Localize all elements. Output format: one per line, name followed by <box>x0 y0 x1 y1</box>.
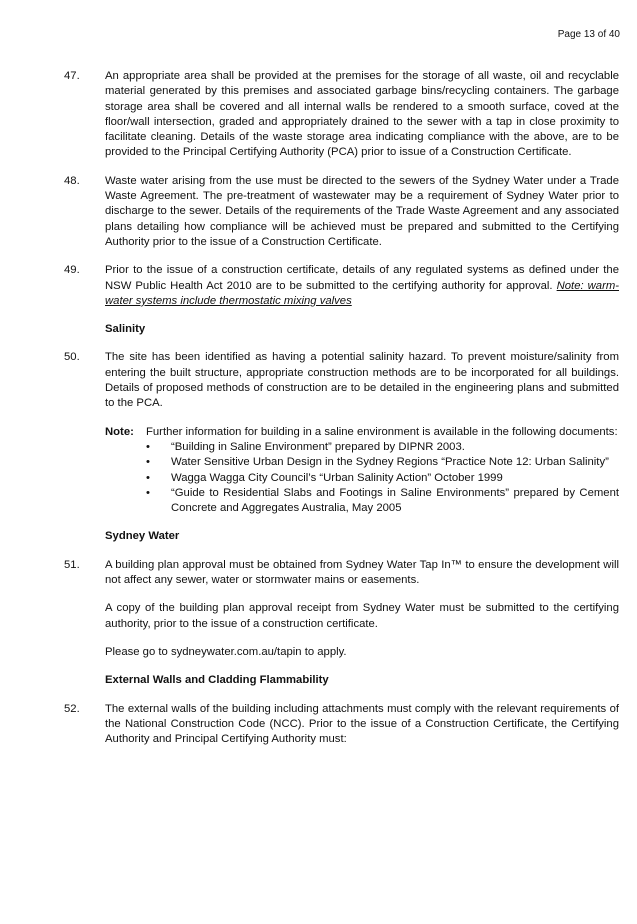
condition-51-paragraph-3 <box>64 645 619 660</box>
condition-number: 52. <box>64 702 80 715</box>
condition-note: Note: warm-water systems include thermostatic mixing valves <box>105 279 620 307</box>
condition-text: An appropriate area shall be provided at the premises for the storage of all waste, oil and recyclable material generated by this premises and associated garbage bins/recycling containers. The garbage storage area shall be covered and all internal walls be rendered to a smooth surface, coved at the floor/wall intersection, graded and appropriately drained to the sewer with a tap in close proximity to facilitate cleaning. Details of the waste storage area indicating compliance with the above, are to be provided to the Principal Certifying Authority (PCA) prior to issue of a Construction Certificate. <box>105 70 619 159</box>
condition-text: A copy of the building plan approval receipt from Sydney Water must be submitted to the certifying authority, prior to the issue of a construction certificate. <box>105 602 619 630</box>
reference-list <box>146 440 619 516</box>
section-heading-salinity: Salinity <box>105 323 146 336</box>
condition-number: 50. <box>64 351 80 364</box>
condition-50 <box>64 350 619 411</box>
condition-number: 48. <box>64 174 80 187</box>
condition-text: A building plan approval must be obtained from Sydney Water Tap In™ to ensure the development will not affect any sewer, water or stormwater mains or easements. <box>105 558 619 587</box>
condition-48 <box>64 174 619 250</box>
condition-47 <box>64 69 619 161</box>
page-number: Page 13 of 40 <box>557 29 620 40</box>
condition-text: The external walls of the building including attachments must comply with the relevant requirements of the National Construction Code (NCC). Prior to the issue of a Construction Certificate, the Certifying Authority and Principal Certifying Authority must: <box>105 702 619 746</box>
condition-number: 47. <box>64 70 80 82</box>
condition-49 <box>64 263 619 309</box>
condition-text: The site has been identified as having a potential salinity hazard. To prevent moisture/salinity from entering the built structure, appropriate construction methods are to be incorporated for all buildings. Details of proposed methods of construction are to be detailed in the engineering plans and submitted to the PCA. <box>105 351 619 410</box>
condition-number: 51. <box>64 558 80 571</box>
list-item: • “Building in Saline Environment” prepared by DIPNR 2003. <box>146 440 465 453</box>
list-item: • “Guide to Residential Slabs and Footings in Saline Environments” prepared by Cement Concrete and Aggregates Australia, May 2005 <box>146 486 619 515</box>
condition-text: Please go to sydneywater.com.au/tapin to apply. <box>105 645 347 658</box>
document-body <box>64 69 619 747</box>
condition-number: 49. <box>64 264 80 277</box>
condition-text: Waste water arising from the use must be directed to the sewers of the Sydney Water under a Trade Waste Agreement. The pre-treatment of wastewater may be a requirement of Sydney Water prior to discharge to the sewer. Details of the requirements of the Trade Waste Agreement and any associated plans detailing how compliance will be achieved must be prepared and submitted to the Certifying Authority prior to the issue of a Construction Certificate. <box>105 174 619 248</box>
salinity-note <box>64 425 619 517</box>
section-heading-external-walls: External Walls and Cladding Flammability <box>105 674 329 687</box>
section-heading-sydney-water: Sydney Water <box>105 530 180 543</box>
condition-51-paragraph-2 <box>64 601 619 632</box>
note-label: Note: <box>105 425 134 438</box>
note-text: Further information for building in a saline environment is available in the following documents: <box>146 425 618 438</box>
list-item: • Wagga Wagga City Council’s “Urban Salinity Action” October 1999 <box>146 471 503 484</box>
list-item: • Water Sensitive Urban Design in the Sydney Regions “Practice Note 12: Urban Salinity” <box>146 456 609 469</box>
condition-52 <box>64 702 619 748</box>
condition-51 <box>64 558 619 589</box>
condition-text: Prior to the issue of a construction certificate, details of any regulated systems as defined under the NSW Public Health Act 2010 are to be submitted to the certifying authority for approval. <box>105 264 619 292</box>
